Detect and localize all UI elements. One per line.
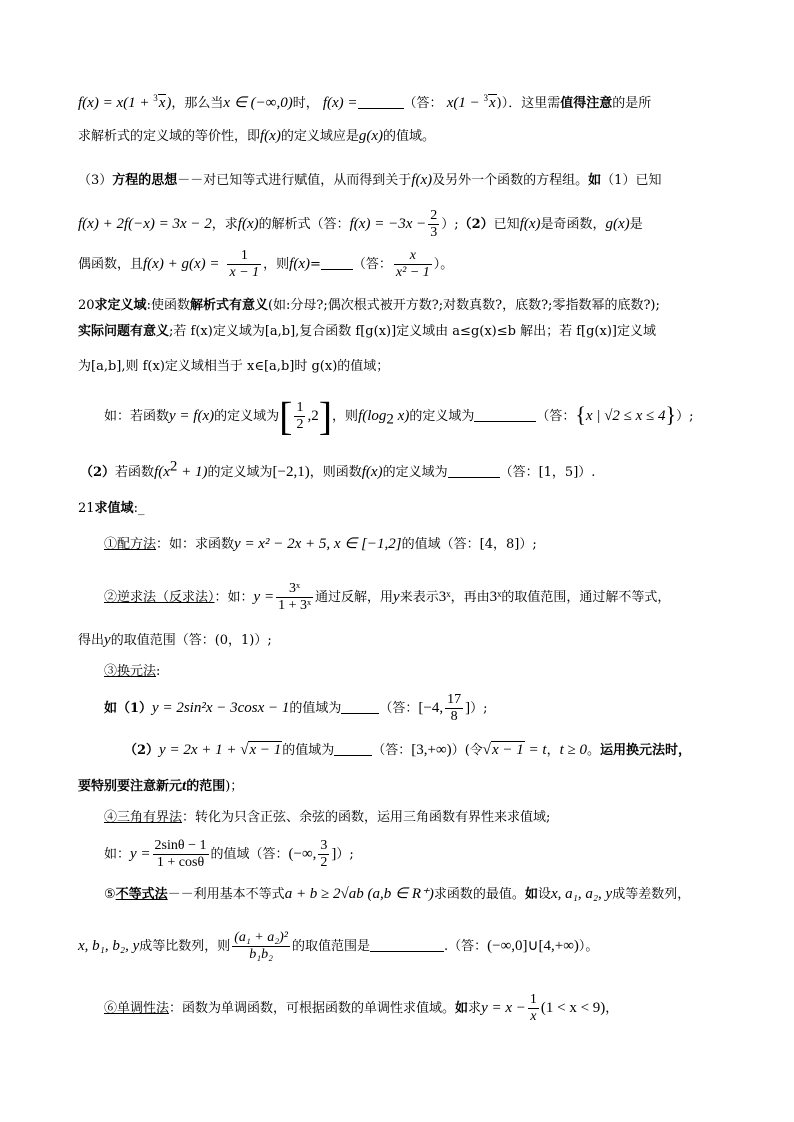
- text: 。: [587, 743, 601, 758]
- fraction-denominator: 3: [430, 225, 438, 240]
- math-expression: t ≥ 0: [559, 742, 587, 758]
- math-expression: f(x) + 2f(−x) = 3x − 2: [78, 216, 212, 232]
- math-expression: f(x): [260, 128, 281, 144]
- text: ：如：求函数: [156, 537, 235, 552]
- math-expression: x): [393, 408, 410, 424]
- answer-blank: [334, 741, 372, 756]
- math-expression: 3ˣ: [438, 589, 451, 605]
- emphasis-text: 解析式有意义: [189, 298, 268, 313]
- text: 求解析式的定义域的等价性，即: [78, 129, 261, 144]
- math-expression: f(x): [361, 464, 383, 480]
- text: ）(令: [451, 743, 483, 758]
- emphasis-text: 实际问题有意义: [78, 324, 170, 339]
- text: 的定义域为: [207, 465, 273, 480]
- text: :_: [133, 501, 145, 516]
- math-expression: y: [104, 632, 111, 648]
- text: 通过反解，用: [315, 590, 394, 605]
- answer-blank: [358, 94, 404, 109]
- text-line-6: [78, 296, 660, 316]
- emphasis-text: （2）: [124, 743, 160, 758]
- fraction-numerator: x: [394, 248, 432, 265]
- emphasis-text: 如（1）: [104, 701, 153, 716]
- fraction-denominator: 2: [320, 855, 328, 870]
- text-line-3: [78, 170, 661, 191]
- fraction: [276, 581, 313, 614]
- text: 的值域为: [282, 743, 335, 758]
- text: 若函数: [115, 465, 155, 480]
- text: 时，: [292, 96, 319, 111]
- cube-root: x: [158, 95, 166, 111]
- text: －－利用基本不等式: [167, 887, 285, 902]
- text: 的定义域应是: [280, 129, 359, 144]
- math-expression: ): [166, 95, 172, 111]
- text-line-18: [78, 776, 243, 797]
- answer-blank: [321, 255, 353, 270]
- math-expression: x | √2 ≤ x ≤ 4: [585, 408, 666, 424]
- text-line-10: [80, 458, 596, 483]
- math-expression: [−2,1): [272, 464, 310, 480]
- answer-blank: [341, 699, 379, 714]
- math-expression: t: [182, 778, 187, 794]
- text: 设: [537, 887, 551, 902]
- text: （1）已知: [601, 173, 662, 188]
- emphasis-text: 求值域: [94, 501, 134, 516]
- text: （3）: [78, 173, 113, 188]
- fraction: [232, 930, 290, 963]
- text: 是: [629, 217, 643, 232]
- emphasis-text: 如: [588, 173, 602, 188]
- text: 的解析式（答：: [258, 217, 350, 232]
- text: 已知: [493, 217, 520, 232]
- fraction-denominator: 8: [450, 709, 458, 724]
- text: ，则: [263, 257, 290, 272]
- text: ，再由: [450, 590, 490, 605]
- math-expression: y = 2sin²x − 3cosx − 1: [152, 700, 290, 716]
- math-expression: x, b₁, b₂, y: [78, 938, 140, 954]
- text: ：转化为只含正弦、余弦的函数，运用三角函数有界性来求值域;: [182, 810, 551, 825]
- math-expression: ]: [465, 700, 471, 716]
- text: ：如：: [214, 590, 254, 605]
- text-line-11: [78, 499, 144, 519]
- math-expression: y =: [130, 846, 151, 862]
- text-line-9: 如：若函数y = f(x)的定义域为[ $\frac{1}{2}$ ,2]，则$f(\log_2$ x)的定义域为 （答：{x | √2 ≤ x ≤ 4}）;: [104, 393, 694, 439]
- method-label: 不等式法: [115, 887, 168, 902]
- fraction-denominator: x² − 1: [395, 265, 430, 280]
- text: ）;: [441, 217, 459, 232]
- math-expression: + 1): [177, 464, 208, 480]
- fraction: [445, 692, 463, 725]
- fraction-numerator: 17: [447, 692, 462, 707]
- emphasis-text: 如: [524, 887, 538, 902]
- method-label: ③换元法: [104, 664, 157, 679]
- text-line-21: [104, 884, 690, 905]
- math-expression: f(x) =: [322, 95, 358, 111]
- emphasis-text: 的范围: [186, 779, 226, 794]
- text-line-15: [104, 662, 160, 682]
- square-root: x − 1: [249, 742, 282, 758]
- section-number: 20: [78, 298, 95, 313]
- fraction: [153, 838, 209, 871]
- text-line-22: [78, 924, 598, 969]
- text-line-8: [78, 357, 389, 377]
- method-label: ④三角有界法: [104, 810, 183, 825]
- text: 得出: [78, 633, 105, 648]
- text: ⑤: [104, 887, 116, 902]
- text-line-2: [78, 126, 435, 147]
- text-line-4: [78, 206, 643, 243]
- text: ，: [605, 1001, 619, 1016]
- text: 的定义域为: [382, 465, 448, 480]
- emphasis-text: （2）: [458, 217, 494, 232]
- text: :: [156, 664, 161, 679]
- text-line-20: [104, 834, 354, 875]
- text: :使函数: [146, 298, 190, 313]
- text-line-17: （2）y = 2x + 1 + √x − 1的值域为 （答：[3,+∞)）(令√x − 1 = t，t ≥ 0。运用换元法时，: [124, 742, 692, 758]
- right-bracket: ]: [318, 393, 333, 439]
- text: 求函数的最值。: [433, 887, 525, 902]
- fraction: [227, 248, 261, 281]
- text: ，则: [332, 409, 359, 424]
- math-expression: (−∞,: [288, 846, 317, 862]
- fraction-numerator: (a₁ + a₂)²: [234, 930, 288, 945]
- emphasis-text: （2）: [80, 465, 116, 480]
- text: 来表示: [399, 590, 439, 605]
- fraction-denominator: 1 + cosθ: [156, 855, 205, 870]
- math-expression: (1 < x < 9): [540, 1000, 606, 1016]
- cube-root: x: [488, 95, 496, 111]
- math-expression: = t: [524, 742, 547, 758]
- math-expression: [3,+∞): [411, 742, 452, 758]
- text-line-13: [104, 576, 670, 619]
- text: 的取值范围，通过解不等式，: [501, 590, 671, 605]
- text: ，那么当: [171, 96, 224, 111]
- fraction: [318, 838, 329, 871]
- text: 成等比数列，则: [139, 939, 231, 954]
- square-root: x − 1: [492, 742, 524, 758]
- fraction-numerator: 3ˣ: [276, 581, 313, 598]
- answer-blank: [474, 407, 536, 422]
- math-expression: y = x −: [481, 1000, 526, 1016]
- text: －－对已知等式进行赋值，从而得到关于: [177, 173, 412, 188]
- answer-blank: [370, 937, 444, 952]
- fraction-numerator: 1: [296, 400, 304, 415]
- math-expression: x(1 −: [446, 95, 484, 111]
- text: 的定义域为: [409, 409, 475, 424]
- subscript: 2: [386, 411, 394, 428]
- fraction-numerator: 2sinθ − 1: [154, 838, 207, 853]
- text: （答：[1，5]）.: [499, 465, 596, 480]
- math-expression: f(x: [154, 464, 170, 480]
- math-expression: ]: [331, 846, 337, 862]
- text: 如：: [104, 847, 131, 862]
- method-label: ②逆求法（反求法）: [104, 590, 215, 605]
- text: 如：若函数: [104, 409, 170, 424]
- text: 是奇函数，: [540, 217, 606, 232]
- math-expression: 3ˣ: [489, 589, 502, 605]
- left-bracket: [: [279, 393, 293, 439]
- fraction: [528, 992, 539, 1025]
- math-expression: f(x): [411, 172, 433, 188]
- text: ：函数为单调函数，可根据函数的单调性求值域。: [169, 1001, 456, 1016]
- text: ，: [546, 743, 560, 758]
- fraction-numerator: 3: [320, 838, 328, 853]
- math-expression: f(x) + g(x) =: [143, 256, 220, 272]
- emphasis-text: 要特别要注意新元: [78, 779, 183, 794]
- text-line-5: [78, 244, 453, 285]
- text-line-7: [78, 322, 656, 342]
- math-expression: x ∈ (−∞,0): [223, 95, 293, 111]
- math-expression: f(x): [289, 256, 310, 272]
- text: （答：: [372, 743, 412, 758]
- text: 的取值范围是: [291, 939, 370, 954]
- fraction-numerator: 1: [227, 248, 261, 265]
- math-expression: g(x): [358, 128, 384, 144]
- text: ）;: [470, 701, 488, 716]
- text: =: [310, 257, 321, 272]
- text: 的是所: [612, 96, 652, 111]
- fraction-denominator: x − 1: [229, 265, 260, 280]
- math-expression: (−∞,0]∪[4,+∞): [487, 938, 579, 954]
- text: )；: [225, 779, 244, 794]
- emphasis-text: 值得注意: [560, 96, 613, 111]
- text: ）。: [433, 257, 454, 272]
- text: 成等差数列，: [612, 887, 691, 902]
- fraction: [294, 400, 305, 433]
- fraction-denominator: x: [530, 1009, 537, 1024]
- fraction-denominator: 1 + 3ˣ: [278, 598, 312, 613]
- emphasis-text: 运用换元法时，: [600, 743, 692, 758]
- text-line-12: [104, 534, 537, 555]
- text: 的值域（答：[4，8]）;: [401, 537, 537, 552]
- fraction-denominator: b₁b₂: [249, 947, 273, 962]
- text-line-19: [104, 808, 550, 828]
- text: ，则函数: [309, 465, 362, 480]
- text: 及另外一个函数的方程组。: [432, 173, 589, 188]
- text: 为[a,b],则 f(x)定义域相当于 x∈[a,b]时 g(x)的值域；: [78, 359, 390, 374]
- math-expression: y = x² − 2x + 5, x ∈ [−1,2]: [234, 536, 402, 552]
- fraction: [428, 208, 439, 241]
- answer-blank: [448, 463, 500, 478]
- text: 求: [468, 1001, 482, 1016]
- method-label: ⑥单调性法: [104, 1001, 170, 1016]
- math-expression: y = 2x + 1 +: [159, 742, 241, 758]
- text: .（答：: [443, 939, 488, 954]
- text: （答：: [536, 409, 576, 424]
- emphasis-text: 如: [455, 1001, 469, 1016]
- text-line-16: [104, 688, 488, 729]
- text: （答：: [352, 257, 392, 272]
- fraction: [394, 248, 432, 281]
- math-expression: y = f(x): [169, 408, 215, 424]
- text: ）;: [676, 409, 694, 424]
- text: ）;: [336, 847, 354, 862]
- fraction-numerator: 2: [430, 208, 438, 223]
- text: ，求: [211, 217, 238, 232]
- method-label: ①配方法: [104, 537, 157, 552]
- text-line-1: f(x) = x(1 + $^3$x)，那么当x ∈ (−∞,0)时， f(x) = （答： x(1 − $^3$x)）．这里需值得注意的是所: [78, 93, 652, 111]
- math-expression: f(x) = x(1 +: [78, 95, 154, 111]
- math-expression: y: [393, 589, 400, 605]
- math-expression: f(x) = −3x −: [349, 216, 427, 232]
- math-expression: y =: [253, 589, 275, 605]
- text: 的定义域为: [214, 409, 280, 424]
- emphasis-text: 求定义域: [94, 298, 147, 313]
- text: （答：: [403, 96, 443, 111]
- text: （答：: [379, 701, 419, 716]
- text: 的值域为: [289, 701, 342, 716]
- text: )）．这里需: [496, 96, 561, 111]
- fraction-denominator: 2: [296, 417, 304, 432]
- math-expression: f(x): [519, 216, 541, 232]
- math-expression: f(x): [237, 216, 259, 232]
- fraction-numerator: 1: [529, 992, 537, 1007]
- math-expression: f(log: [358, 408, 387, 424]
- text: (如:分母?;偶次根式被开方数?;对数真数?，底数?;零指数幂的底数?);: [267, 298, 660, 313]
- math-expression: x, a₁, a₂, y: [550, 886, 613, 902]
- math-expression: [−4,: [418, 700, 444, 716]
- text-line-23: [104, 988, 618, 1029]
- emphasis-text: 方程的思想: [112, 173, 178, 188]
- text: 的值域（答：: [210, 847, 289, 862]
- text: 偶函数，且: [78, 257, 144, 272]
- superscript: 2: [169, 458, 178, 475]
- text: 的值域。: [383, 129, 436, 144]
- math-expression: g(x): [605, 216, 630, 232]
- text: ;若 f(x)定义域为[a,b],复合函数 f[g(x)]定义域由 a≤g(x)≤b 解出；若 f[g(x)]定义域: [169, 324, 656, 339]
- text: 的取值范围（答：(0，1)）;: [110, 633, 272, 648]
- text: ）。: [578, 939, 599, 954]
- section-number: 21: [78, 501, 95, 516]
- text-line-14: [78, 630, 272, 651]
- math-expression: ,2: [307, 408, 319, 424]
- math-expression: a + b ≥ 2√ab (a,b ∈ R⁺): [284, 886, 434, 902]
